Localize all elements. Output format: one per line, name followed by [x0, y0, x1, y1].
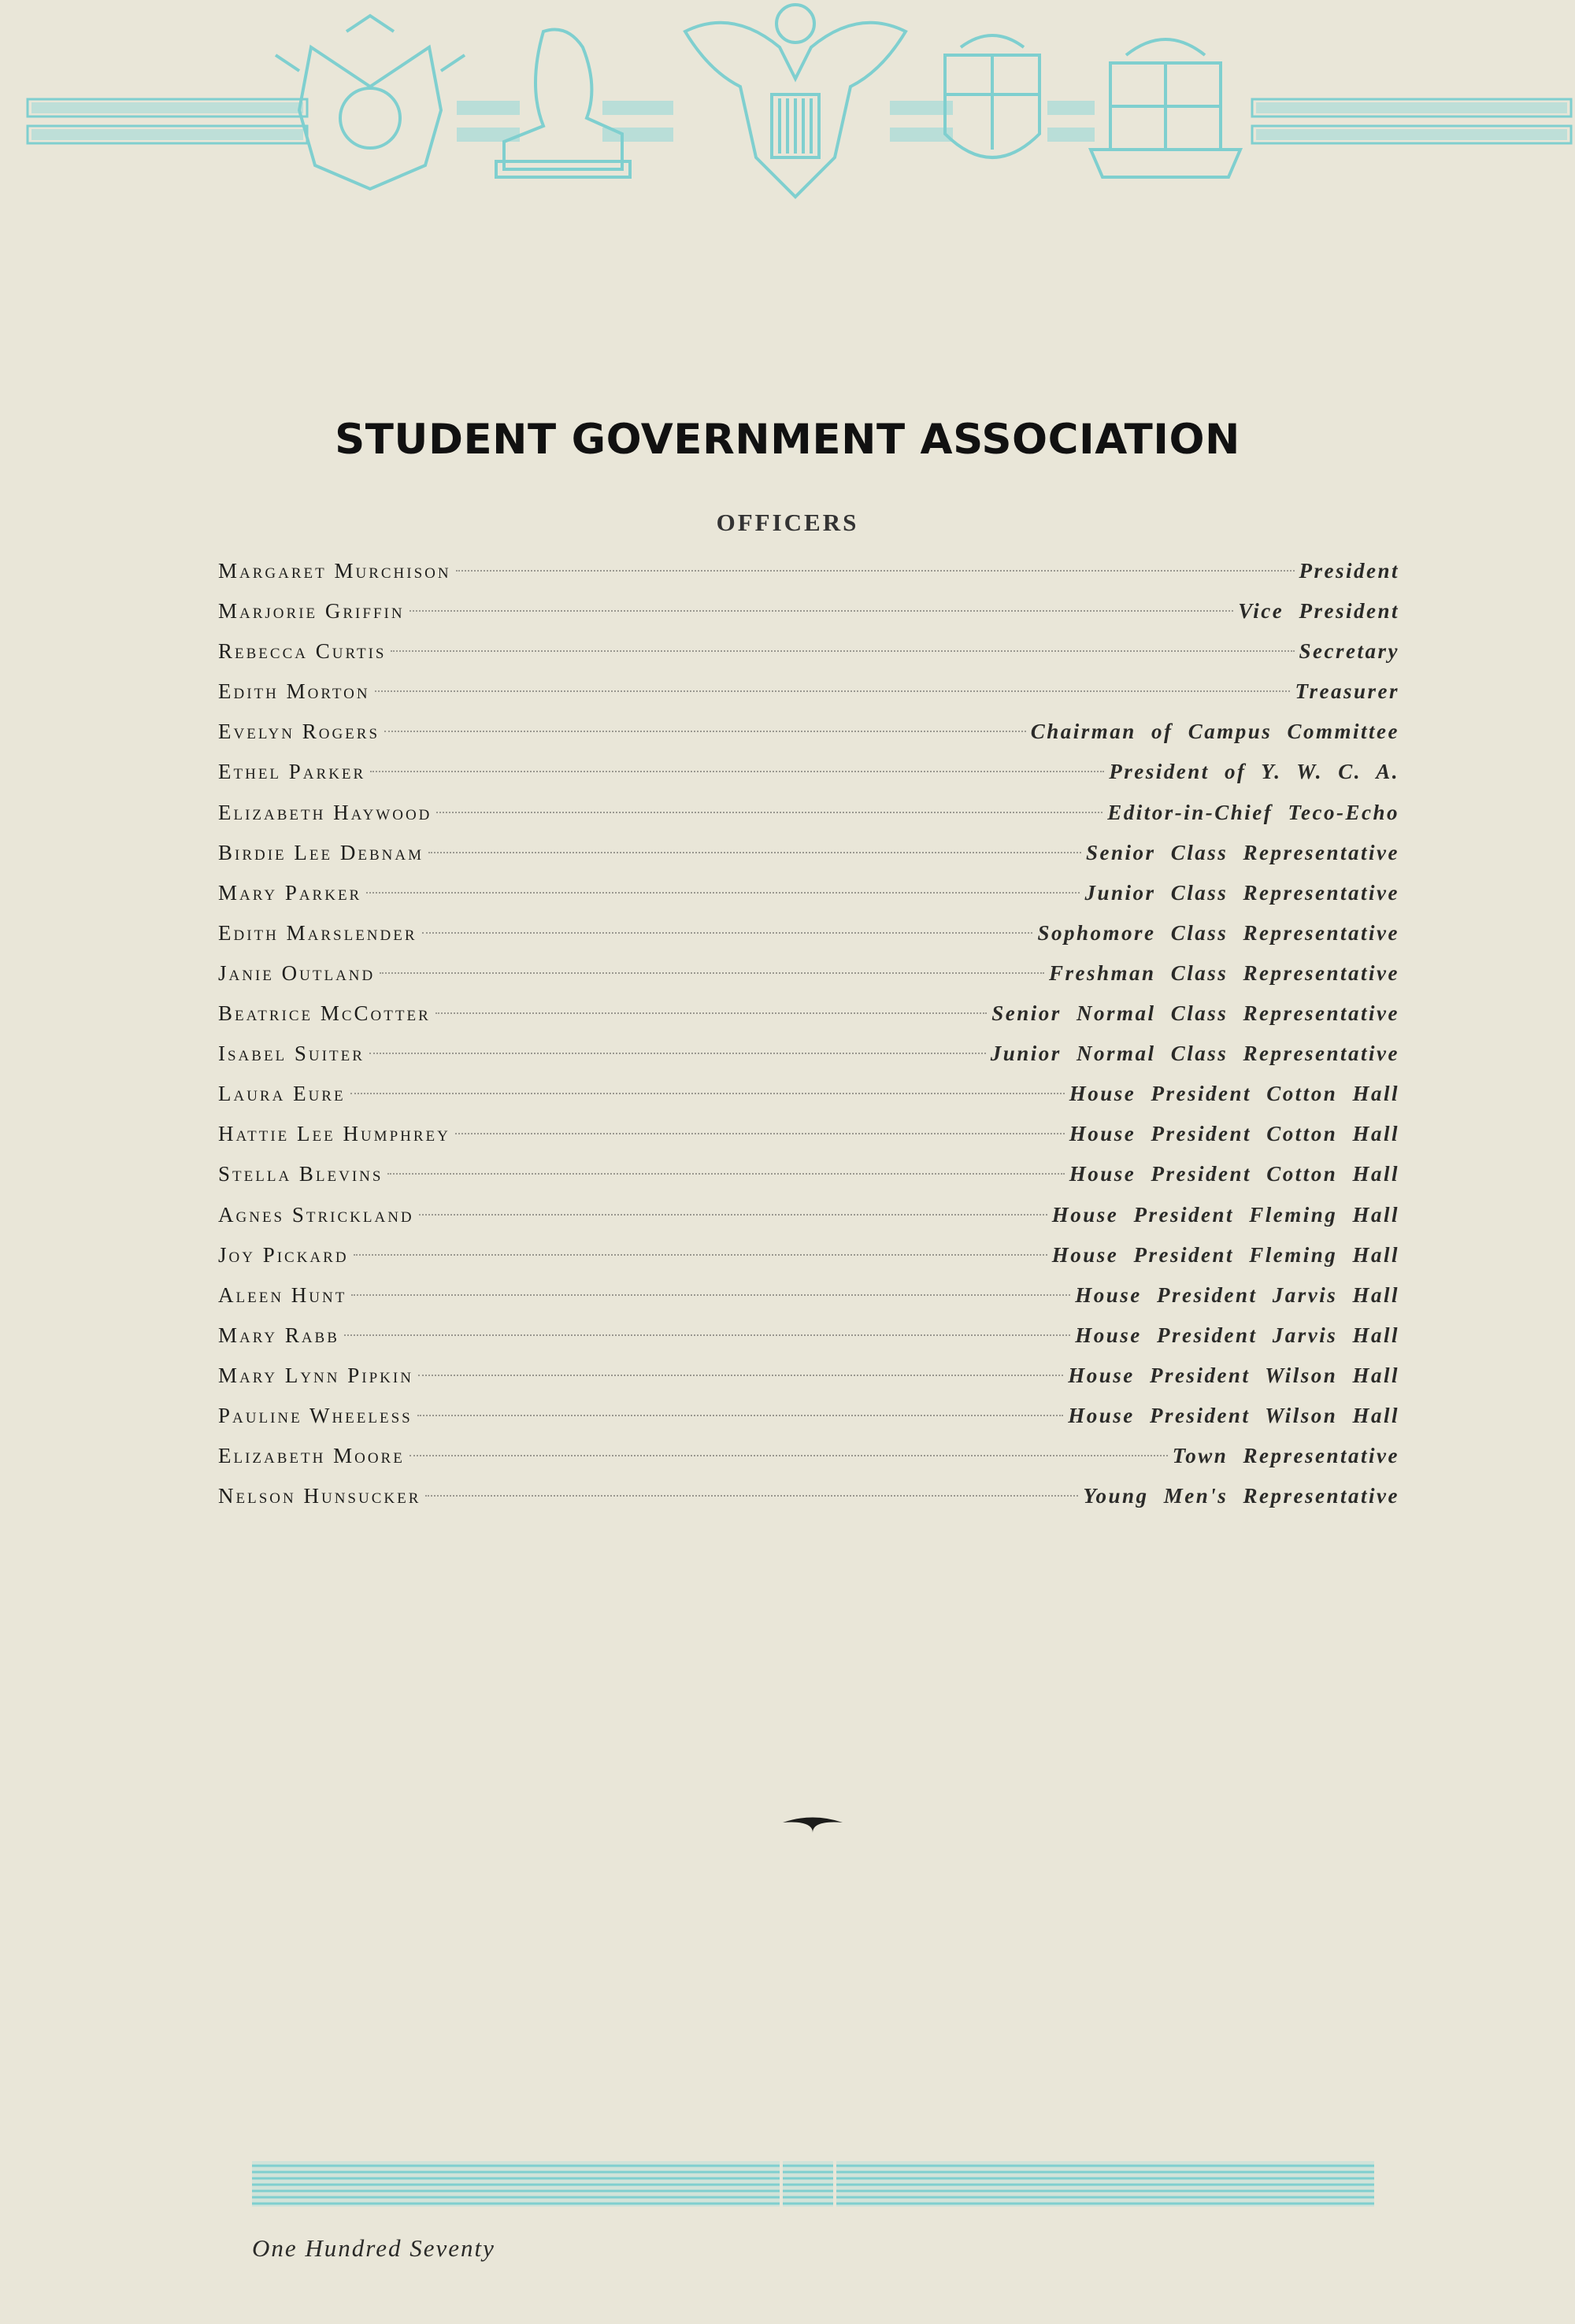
officer-row [218, 672, 1399, 712]
officer-row [218, 752, 1399, 792]
officer-title: House President Fleming Hall [1051, 1202, 1399, 1227]
officer-row [218, 1356, 1399, 1396]
officer-name: Elizabeth Haywood [218, 800, 432, 824]
dot-leader [417, 1415, 1063, 1416]
officer-name: Ethel Parker [218, 760, 366, 784]
officer-title: House President Cotton Hall [1069, 1082, 1399, 1106]
officer-name: Joy Pickard [218, 1242, 349, 1267]
officer-title: Young Men's Representative [1083, 1484, 1399, 1508]
officer-name: Elizabeth Moore [218, 1444, 405, 1468]
officer-name: Edith Marslender [218, 920, 417, 945]
section-subtitle: OFFICERS [716, 509, 859, 536]
dot-leader [387, 1173, 1064, 1175]
officer-title: House President Cotton Hall [1069, 1162, 1399, 1186]
officer-title: Town Representative [1172, 1444, 1399, 1468]
dot-leader [350, 1093, 1065, 1094]
divider-ornament-icon [781, 1811, 844, 1834]
dot-leader [375, 690, 1291, 692]
dot-leader [455, 1133, 1065, 1134]
officer-name: Mary Lynn Pipkin [218, 1363, 413, 1387]
officer-title: Junior Normal Class Representative [990, 1042, 1399, 1066]
dot-leader [369, 1053, 986, 1054]
dot-leader [418, 1375, 1063, 1376]
dot-leader [410, 610, 1234, 612]
officer-name: Mary Rabb [218, 1323, 339, 1347]
officer-name: Janie Outland [218, 960, 376, 985]
eagle-seal-emblem [685, 5, 906, 197]
dot-leader [410, 1455, 1168, 1456]
officer-title: Chairman of Campus Committee [1030, 720, 1399, 744]
officer-name: Isabel Suiter [218, 1042, 365, 1066]
dot-leader [380, 972, 1044, 974]
shield-emblem [945, 35, 1040, 157]
officer-title: Vice President [1238, 599, 1399, 624]
officer-name: Birdie Lee Debnam [218, 840, 424, 864]
dot-leader [425, 1495, 1078, 1497]
officer-row [218, 1114, 1399, 1154]
officer-title: House President Cotton Hall [1069, 1122, 1399, 1146]
officer-name: Aleen Hunt [218, 1282, 347, 1307]
officer-row [218, 1235, 1399, 1275]
officer-row [218, 1436, 1399, 1476]
officer-title: Senior Normal Class Representative [991, 1001, 1399, 1026]
dot-leader [351, 1294, 1070, 1296]
officer-row [218, 591, 1399, 631]
middle-stripe-segments [457, 101, 1095, 142]
dot-leader [435, 1012, 987, 1014]
crowned-arms-emblem [1091, 39, 1240, 177]
bottom-decorative-border [252, 2161, 1374, 2207]
officer-name: Edith Morton [218, 679, 370, 704]
dot-leader [384, 731, 1026, 732]
officer-row [218, 994, 1399, 1034]
officer-title: Editor-in-Chief Teco-Echo [1107, 800, 1399, 824]
page-number: One Hundred Seventy [252, 2234, 495, 2262]
dot-leader [419, 1214, 1047, 1216]
officer-name: Laura Eure [218, 1082, 346, 1106]
officer-row [218, 1396, 1399, 1436]
dot-leader [436, 812, 1102, 813]
officer-title: Freshman Class Representative [1048, 960, 1399, 985]
officer-row [218, 1476, 1399, 1516]
officer-list [218, 551, 1399, 1516]
officer-title: House President Jarvis Hall [1075, 1323, 1399, 1347]
officer-title: Junior Class Representative [1084, 880, 1399, 905]
dot-leader [344, 1334, 1070, 1336]
dot-leader [428, 852, 1081, 853]
officer-title: Sophomore Class Representative [1037, 920, 1399, 945]
top-decorative-border [0, 0, 1575, 213]
officer-title: House President Wilson Hall [1068, 1363, 1399, 1387]
officer-row [218, 1154, 1399, 1194]
officer-row [218, 1275, 1399, 1316]
officer-name: Evelyn Rogers [218, 720, 380, 744]
officer-name: Agnes Strickland [218, 1202, 414, 1227]
officer-row [218, 913, 1399, 953]
left-stripe-band [28, 99, 307, 143]
officer-row [218, 712, 1399, 752]
officer-row [218, 833, 1399, 873]
officer-row [218, 1034, 1399, 1074]
officer-row [218, 953, 1399, 994]
dot-leader [366, 892, 1080, 894]
officer-title: House President Wilson Hall [1068, 1403, 1399, 1427]
officer-row [218, 1195, 1399, 1235]
officer-row [218, 551, 1399, 591]
crest-emblem-left [276, 16, 465, 189]
dot-leader [370, 771, 1104, 772]
officer-title: President [1299, 559, 1399, 583]
officer-row [218, 1316, 1399, 1356]
officer-row [218, 873, 1399, 913]
dot-leader [391, 650, 1294, 652]
officer-name: Marjorie Griffin [218, 599, 405, 624]
dot-leader [422, 932, 1033, 934]
officer-name: Hattie Lee Humphrey [218, 1122, 450, 1146]
officer-title: Treasurer [1295, 679, 1399, 704]
dot-leader [456, 570, 1295, 572]
officer-name: Beatrice McCotter [218, 1001, 431, 1026]
officer-row [218, 1074, 1399, 1114]
officer-name: Rebecca Curtis [218, 639, 387, 664]
officer-title: Secretary [1299, 639, 1399, 664]
officer-name: Mary Parker [218, 880, 362, 905]
officer-row [218, 793, 1399, 833]
officer-title: Senior Class Representative [1085, 840, 1399, 864]
officer-row [218, 631, 1399, 672]
right-stripe-band [1252, 99, 1571, 143]
officer-name: Margaret Murchison [218, 559, 451, 583]
page-title: STUDENT GOVERNMENT ASSOCIATION [335, 416, 1240, 464]
officer-name: Pauline Wheeless [218, 1403, 413, 1427]
dot-leader [354, 1254, 1047, 1256]
officer-title: House President Jarvis Hall [1075, 1282, 1399, 1307]
officer-title: House President Fleming Hall [1051, 1242, 1399, 1267]
officer-title: President of Y. W. C. A. [1109, 760, 1399, 784]
officer-name: Stella Blevins [218, 1162, 384, 1186]
officer-name: Nelson Hunsucker [218, 1484, 421, 1508]
